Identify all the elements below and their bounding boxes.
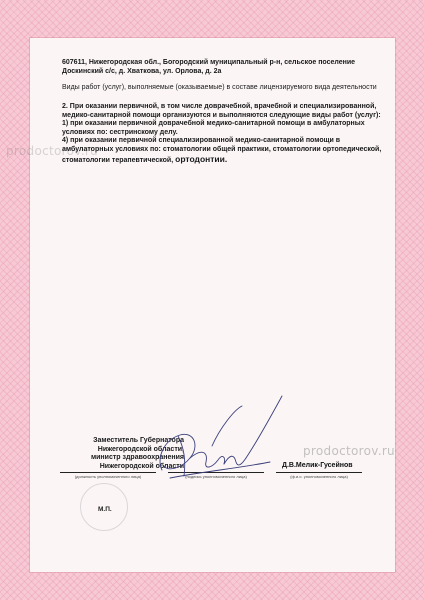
- official-line: Нижегородской области,: [97, 445, 184, 453]
- handwritten-signature: [150, 388, 295, 488]
- services-list: [62, 103, 382, 165]
- list-item-text: 4) при оказании первичной специализированной медико-санитарной помощи в амбулаторных условиях по: стоматологии общей практики, стоматологии ортопедической, стоматологии терапевтической,: [62, 137, 382, 164]
- official-line: министр здравоохранения: [90, 454, 184, 462]
- official-line: Нижегородской области: [99, 462, 184, 470]
- stamp-place-label: М.П.: [98, 506, 112, 513]
- name-caption: (ф.и.о. уполномоченного лица): [290, 474, 348, 479]
- signer-name: Д.В.Мелик-Гусейнов: [282, 462, 353, 469]
- list-item: [62, 137, 382, 165]
- position-caption: (должность уполномоченного лица): [74, 474, 142, 479]
- list-item: 1) при оказании первичной доврачебной медико-санитарной помощи в амбулаторных условиях по: сестринскому делу.: [62, 120, 365, 136]
- list-item: 2. При оказании первичной, в том числе доврачебной, врачебной и специализированной, медико-санитарной помощи организуются и выполняются следующие виды работ (услуг):: [62, 103, 381, 119]
- signature-caption: (подпись уполномоченного лица): [185, 474, 247, 479]
- watermark-left: prodoctorov.ru: [6, 144, 98, 158]
- work-types-heading: Виды работ (услуг), выполняемые (оказываемые) в составе лицензируемого вида деятельности: [62, 84, 377, 91]
- list-item-tail: ортодонтии.: [175, 153, 228, 164]
- official-line: Заместитель Губернатора: [93, 437, 184, 444]
- watermark-right: prodoctorov.ru: [303, 444, 395, 458]
- address-text: 607611, Нижегородская обл., Богородский муниципальный р-н, сельское поселение Доскинский с/с, д. Хваткова, ул. Орлова, д. 2а: [62, 59, 356, 75]
- position-line: [60, 472, 156, 473]
